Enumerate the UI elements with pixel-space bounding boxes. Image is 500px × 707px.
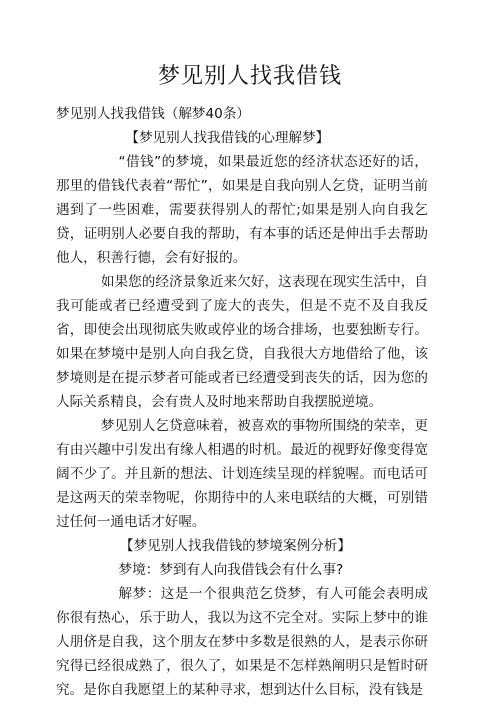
intro-line: 梦见别人找我借钱（解梦40条） [56, 106, 251, 122]
section-heading-psychology: 【梦见别人找我借钱的心理解梦】 [125, 130, 330, 146]
dream-answer: 解梦：这是一个很典范乞贷梦，有人可能会表明成你很有热心，乐于助人，我以为这不完全对。实际上梦中的谁人朋侪是自我，这个朋友在梦中多数是很熟的人，是表示你研究得已经很成熟了，很久了，如果是不怎样熟阐明只是暂时研究。是你自我愿望上的某种寻求，想到达什么目标，没有钱是 [56, 586, 428, 698]
dream-question: 梦境：梦到有人向我借钱会有什么事? [118, 562, 344, 578]
section-heading-case-analysis: 【梦见别人找我借钱的梦境案例分析】 [119, 538, 351, 554]
document-title: 梦见别人找我借钱 [157, 64, 342, 89]
document-body [56, 102, 428, 702]
paragraph-3: 梦见别人乞贷意味着，被喜欢的事物所围绕的荣幸，更有由兴趣中引发出有缘人相遇的时机。最近的视野好像变得宽阔不少了。并且新的想法、计划连续呈现的样貌喔。而电话可是这两天的荣幸物呢，你期待中的人来电联结的大概，可别错过任何一通电话才好喔。 [56, 418, 428, 530]
paragraph-1: “借钱”的梦境，如果最近您的经济状态还好的话，那里的借钱代表着“帮忙”，如果是自我向别人乞贷，证明当前遇到了一些困难，需要获得别人的帮忙;如果是别人向自我乞贷，证明别人必要自我的帮助，有本事的话还是伸出手去帮助他人，积善行德，会有好报的。 [56, 154, 428, 266]
paragraph-2: 如果您的经济景象近来欠好，这表现在现实生活中，自我可能或者已经遭受到了庞大的丧失，但是不克不及自我反省，即使会出现彻底失败或停业的场合排场，也要独断专行。如果在梦境中是别人向自我乞贷，自我很大方地借给了他，该梦境则是在提示梦者可能或者已经遭受到丧失的话，因为您的人际关系精良，会有贵人及时地来帮助自我摆脱逆境。 [56, 274, 428, 410]
